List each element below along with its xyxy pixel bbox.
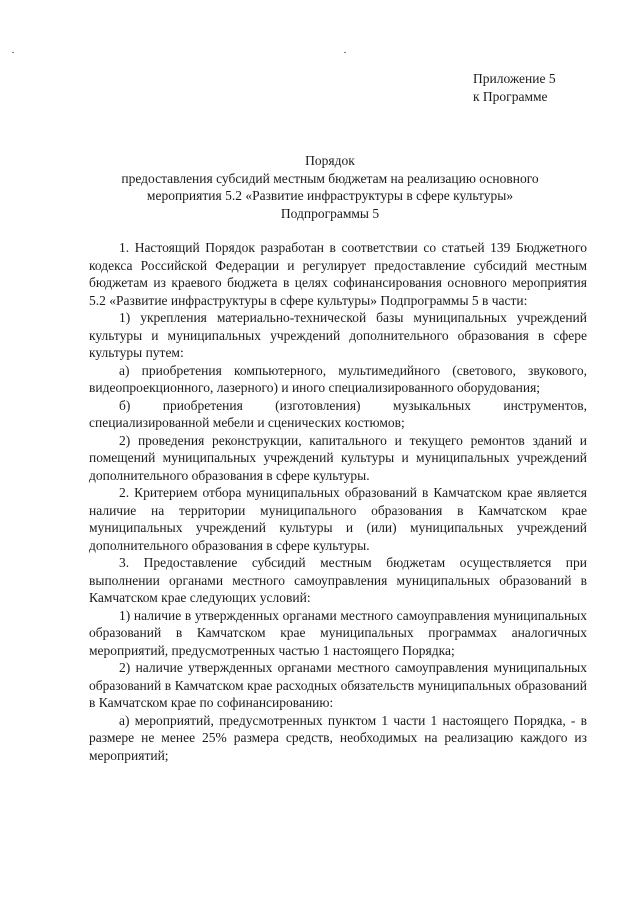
appendix-line: Приложение 5 (473, 71, 556, 86)
appendix-line: к Программе (473, 89, 548, 104)
paragraph: 2. Критерием отбора муниципальных образований в Камчатском крае является наличие на территории муниципального образования в Камчатском крае муниципальных учреждений культуры и (или) муниципальных учреждений дополнительного образования в сфере культуры. (89, 485, 587, 553)
title-line: Порядок (305, 153, 355, 168)
document-title (60, 152, 600, 222)
paragraph: 2) проведения реконструкции, капитального и текущего ремонтов зданий и помещений муниципальных учреждений культуры и муниципальных учреждений дополнительного образования в сфере культуры. (89, 432, 587, 483)
paragraph: 1. Настоящий Порядок разработан в соответствии со статьей 139 Бюджетного кодекса Российской Федерации и регулирует предоставление субсидий местным бюджетам из краевого бюджета в целях софинансирования основного мероприятия 5.2 «Развитие инфраструктуры в сфере культуры» Подпрограммы 5 в части: (89, 240, 587, 308)
paragraph: 1) наличие в утвержденных органами местного самоуправления муниципальных образований в Камчатском крае муниципальных программах аналогичных мероприятий, предусмотренных частью 1 настоящего Порядка; (89, 607, 587, 658)
paragraph: 2) наличие утвержденных органами местного самоуправления муниципальных образований в Камчатском крае расходных обязательств муниципальных образований в Камчатском крае по софинансированию: (89, 660, 587, 710)
paragraph: а) мероприятий, предусмотренных пунктом 1 части 1 настоящего Порядка, - в размере не менее 25% размера средств, необходимых на реализацию каждого из мероприятий; (89, 712, 587, 763)
document-body (89, 239, 587, 764)
scan-mark (344, 52, 346, 53)
paragraph: б) приобретения (изготовления) музыкальных инструментов, специализированной мебели и сценических костюмов; (89, 397, 587, 430)
title-line: Подпрограммы 5 (280, 205, 380, 221)
title-line: предоставления субсидий местным бюджетам на реализацию основного (121, 170, 539, 186)
title-line: мероприятия 5.2 «Развитие инфраструктуры в сфере культуры» (146, 188, 514, 203)
scan-mark (12, 52, 14, 53)
paragraph: 3. Предоставление субсидий местным бюджетам осуществляется при выполнении органами местного самоуправления муниципальных образований в Камчатском крае следующих условий: (89, 555, 587, 605)
appendix-label (473, 70, 556, 106)
paragraph: а) приобретения компьютерного, мультимедийного (светового, звукового, видеопроекционного, лазерного) и иного специализированного оборудования; (89, 362, 587, 395)
paragraph: 1) укрепления материально-технической базы муниципальных учреждений культуры и муниципальных учреждений дополнительного образования в сфере культуры путем: (89, 310, 587, 360)
